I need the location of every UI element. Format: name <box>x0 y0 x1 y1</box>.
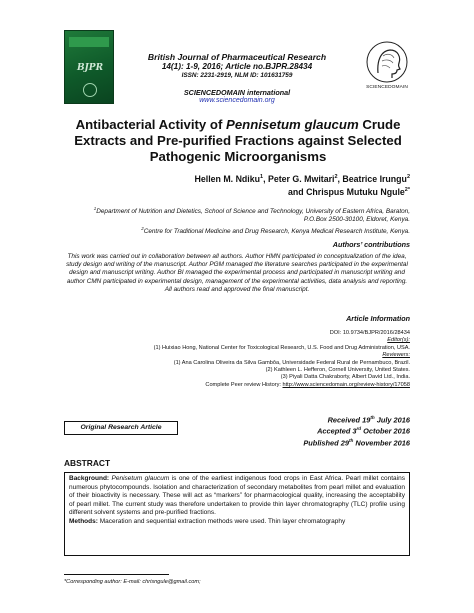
title-species: Pennisetum glaucum <box>226 117 359 132</box>
logo-wordmark: SCIENCEDOMAIN <box>366 85 408 90</box>
head-profile-icon <box>365 40 409 84</box>
abstract-background <box>69 475 405 518</box>
methods-text: Maceration and sequential extraction methods were used. Thin layer chromatography <box>97 517 346 525</box>
author-3-affil: 2 <box>406 174 410 180</box>
author-4-affil: 2* <box>404 186 410 193</box>
journal-header <box>120 52 354 105</box>
accepted-ordinal: rd <box>356 426 362 432</box>
affiliation-1-number: 1 <box>93 206 97 211</box>
author-3: Beatrice Irungu <box>342 173 407 184</box>
title-part-1: Antibacterial Activity of <box>75 117 227 132</box>
received-ordinal: th <box>370 415 375 420</box>
reviewer-1: (1) Ana Carolina Oliveira da Silva Gambôa, Universidade Federal Rural de Pernambuco, Brazil. <box>173 359 410 366</box>
publisher-logo <box>365 40 409 96</box>
published-ordinal: th <box>348 437 354 443</box>
cover-emblem <box>83 83 97 97</box>
affiliation-1-text: Department of Nutrition and Dietetics, School of Science and Technology, University of Eastern Africa, Baraton, P.O.Box 2500-30100, Eldoret, Kenya. <box>96 208 410 224</box>
editor-1: (1) Huixiao Hong, National Center for Toxicological Research, U.S. Food and Drug Administration, USA. <box>153 344 410 351</box>
journal-issue: 14(1): 1-9, 2016; Article no.BJPR.28434 <box>161 62 313 71</box>
article-dates <box>230 413 410 447</box>
author-1: Hellen M. Ndiku <box>194 173 261 184</box>
title-part-2: Crude Extracts and Pre-purified Fractions against Selected Pathogenic Microorganisms <box>74 117 402 164</box>
journal-issn: ISSN: 2231-2919, NLM ID: 101631759 <box>181 72 293 79</box>
abstract-heading: ABSTRACT <box>64 458 111 468</box>
corresponding-author-footnote: *Corresponding author: E-mail: chrisngule@gmail.com; <box>64 579 201 585</box>
published-label: Published 29 <box>303 438 349 448</box>
background-label: Background: <box>69 475 110 482</box>
peer-review-history <box>110 382 410 389</box>
contributions-text: This work was carried out in collaboration between all authors. Author HMN participated in conceptualization of the idea, study design and writing of the manuscript. Author PGM managed the literature searches participated in the experimental design and manuscript writing. Author BI managed the experimental process and participated in manuscript writing and author CMN participated in experimental design, management of the experimental activities, data analysis and reporting. All authors read and approved the final manuscript. <box>66 253 408 293</box>
article-title <box>64 117 412 165</box>
article-info <box>110 330 410 389</box>
methods-label: Methods: <box>69 517 98 525</box>
journal-cover-image <box>64 30 114 104</box>
footnote-divider <box>64 574 169 575</box>
affiliation-1 <box>88 205 410 225</box>
received-label: Received 19 <box>327 415 371 425</box>
reviewer-2: (2) Kathleen L. Hefferon, Cornell University, United States. <box>265 367 410 374</box>
received-date <box>230 413 410 424</box>
contributions-heading: Authors’ contributions <box>332 240 410 249</box>
reviewers-label: Reviewers: <box>382 352 410 359</box>
reviewer-3: (3) Piyali Datta Chakraborty, Albert David Ltd., India. <box>280 374 410 381</box>
peer-review-label: Complete Peer review History: <box>205 381 283 388</box>
editors-label: Editor(s): <box>387 337 410 344</box>
affiliation-2-text: Centre for Traditional Medicine and Drug Research, Kenya Medical Research Institute, Kenya. <box>143 227 410 235</box>
affiliation-2-number: 2 <box>141 225 144 231</box>
abstract-box <box>64 472 410 556</box>
author-list: Hellen M. Ndiku$^1$, Peter G. Mwitari$^2$, Beatrice Irungu$^2$ and Chrispus Mutuku Ngule$^{2*}$ <box>194 173 410 197</box>
affiliation-2 <box>88 225 410 236</box>
article-type-badge: Original Research Article <box>64 421 178 435</box>
affiliations <box>88 205 410 236</box>
article-doi: DOI: 10.9734/BJPR/2016/28434 <box>329 330 410 336</box>
received-rest: July 2016 <box>374 415 410 425</box>
published-date <box>230 436 410 447</box>
accepted-rest: October 2016 <box>361 426 410 436</box>
author-1-affil: 1 <box>260 174 264 180</box>
cover-label: BJPR <box>76 63 104 73</box>
publisher-website-link[interactable]: www.sciencedomain.org <box>199 97 275 104</box>
accepted-date <box>230 424 410 435</box>
author-4: and Chrispus Mutuku Ngule <box>287 186 405 197</box>
publisher-name: SCIENCEDOMAIN international <box>183 88 291 97</box>
background-species: Penisetum glaucum <box>111 475 170 482</box>
cover-stripe <box>69 37 109 47</box>
author-2-affil: 2 <box>334 174 338 180</box>
author-2: Peter G. Mwitari <box>267 173 335 184</box>
published-rest: November 2016 <box>353 438 410 448</box>
background-text: is one of the earliest indigenous food crops in East Africa. Pearl millet contains numerous phytocompounds. Isolation and characterization of secondary metabolites from pearl millet and evaluation of their bioactivity is necessary. These will act as “markers” for pharmacological quality, increasing the acceptability of pearl millet. The current study was therefore undertaken to provide thin layer chromatography (TLC) profile using different solvent systems and pre-purified fractions. <box>69 475 405 517</box>
abstract-methods <box>69 518 405 527</box>
article-info-heading: Article Information <box>346 314 410 323</box>
peer-review-history-link[interactable]: http://www.sciencedomain.org/review-history/17058 <box>282 381 410 388</box>
accepted-label: Accepted 3 <box>317 426 357 436</box>
journal-name: British Journal of Pharmaceutical Research <box>147 52 327 62</box>
